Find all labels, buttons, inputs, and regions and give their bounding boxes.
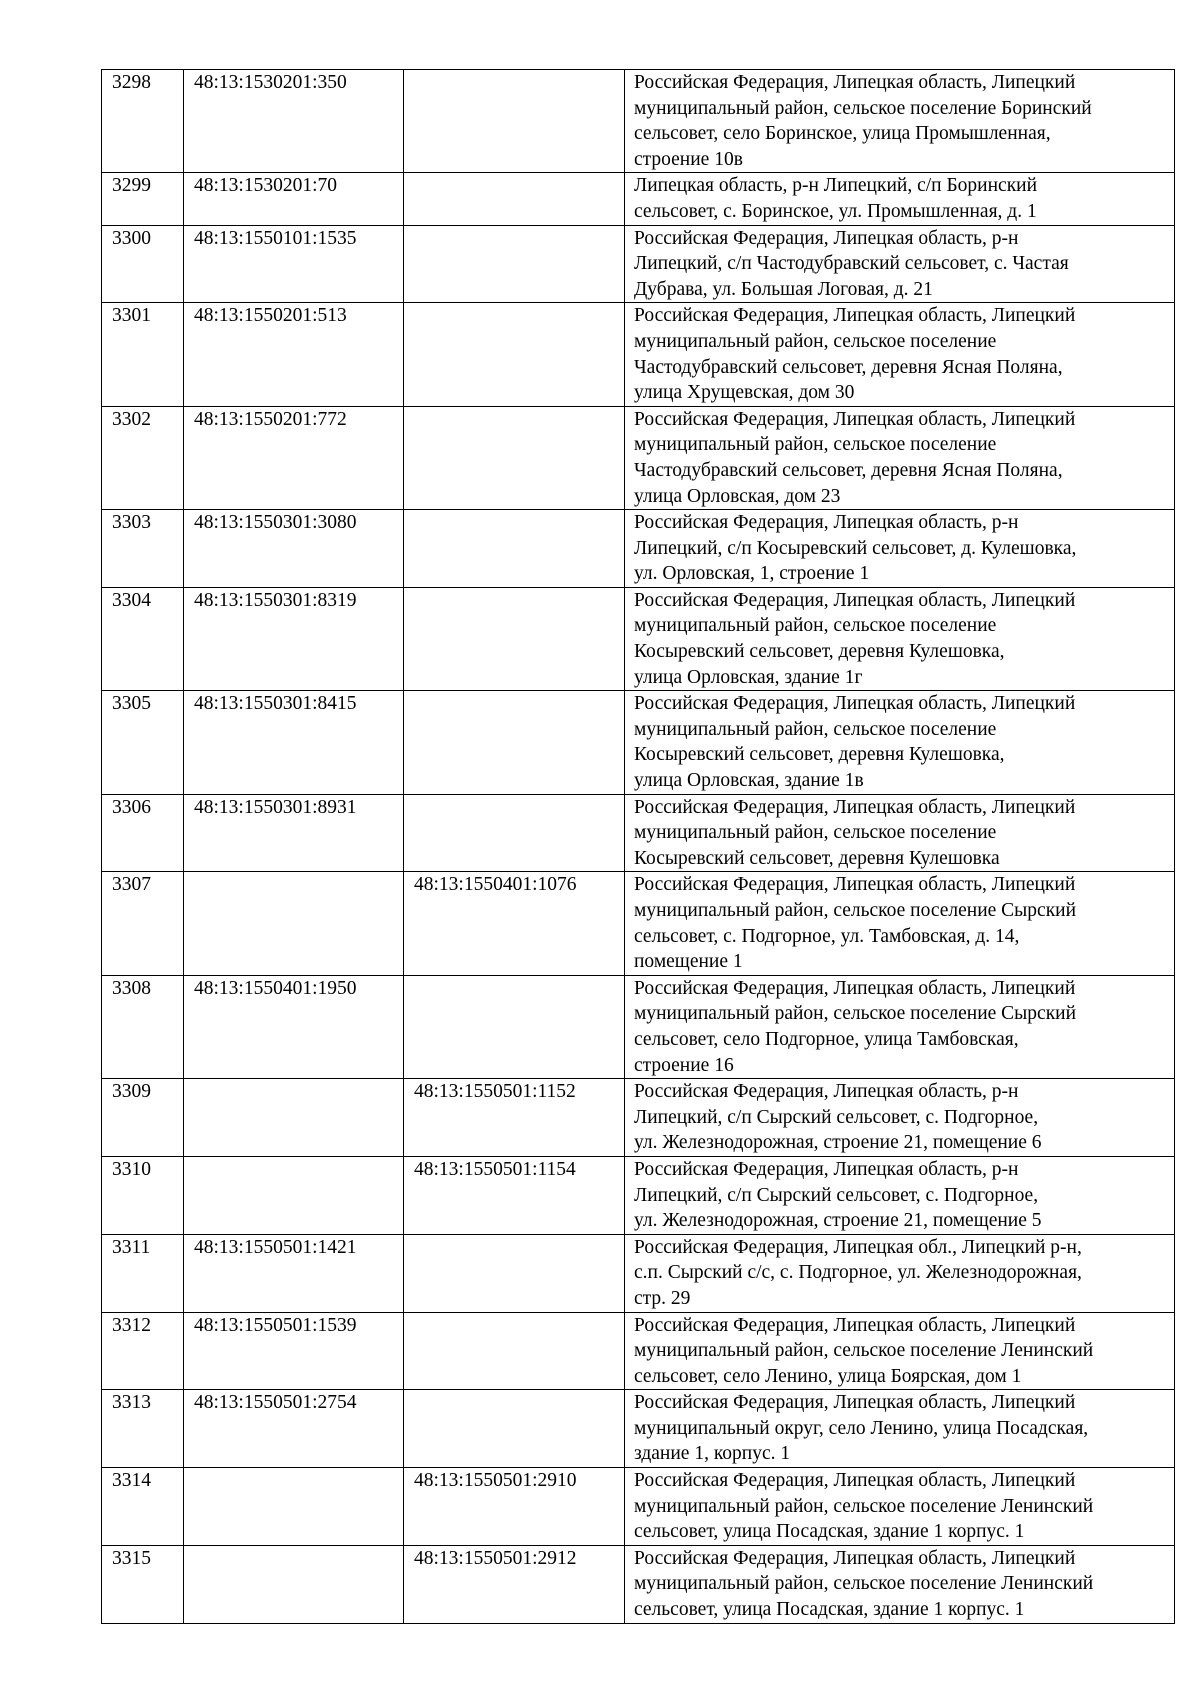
address-cell: Российская Федерация, Липецкая область, Липецкий муниципальный район, сельское поселение Частодубравский сельсовет, деревня Ясная Поляна, улица Орловская, дом 23 — [625, 406, 1175, 509]
cadastral-number-cell: 48:13:1550301:8931 — [184, 794, 404, 872]
cadastral-number-cell: 48:13:1550501:1421 — [184, 1234, 404, 1312]
cadastral-number-cell — [184, 1545, 404, 1623]
table-row — [102, 1390, 1175, 1468]
address-cell: Российская Федерация, Липецкая область, Липецкий муниципальный район, сельское поселение Косыревский сельсовет, деревня Кулешовка, улица Орловская, здание 1г — [625, 587, 1175, 690]
premises-cadastral-number-cell — [404, 691, 625, 794]
address-cell: Российская Федерация, Липецкая область, Липецкий муниципальный район, сельское поселение Сырский сельсовет, с. Подгорное, ул. Тамбовская, д. 14, помещение 1 — [625, 872, 1175, 975]
address-cell: Российская Федерация, Липецкая область, Липецкий муниципальный район, сельское поселение Частодубравский сельсовет, деревня Ясная Поляна, улица Хрущевская, дом 30 — [625, 303, 1175, 406]
premises-cadastral-number-cell: 48:13:1550501:1154 — [404, 1156, 625, 1234]
row-number: 3315 — [102, 1545, 184, 1623]
premises-cadastral-number-cell — [404, 173, 625, 225]
row-number: 3305 — [102, 691, 184, 794]
premises-cadastral-number-cell — [404, 1234, 625, 1312]
row-number: 3310 — [102, 1156, 184, 1234]
table-row — [102, 70, 1175, 173]
premises-cadastral-number-cell — [404, 794, 625, 872]
table-row — [102, 406, 1175, 509]
table-row — [102, 1156, 1175, 1234]
cadastral-number-cell — [184, 872, 404, 975]
row-number: 3299 — [102, 173, 184, 225]
premises-cadastral-number-cell — [404, 510, 625, 588]
table-row — [102, 510, 1175, 588]
premises-cadastral-number-cell — [404, 406, 625, 509]
cadastral-number-cell: 48:13:1550301:8415 — [184, 691, 404, 794]
table-row — [102, 794, 1175, 872]
table-row — [102, 1234, 1175, 1312]
premises-cadastral-number-cell — [404, 303, 625, 406]
row-number: 3303 — [102, 510, 184, 588]
cadastral-number-cell: 48:13:1550401:1950 — [184, 975, 404, 1078]
table-row — [102, 1468, 1175, 1546]
row-number: 3309 — [102, 1079, 184, 1157]
row-number: 3311 — [102, 1234, 184, 1312]
address-cell: Российская Федерация, Липецкая область, Липецкий муниципальный район, сельское поселение Ленинский сельсовет, улица Посадская, здание 1 корпус. 1 — [625, 1545, 1175, 1623]
address-cell: Российская Федерация, Липецкая область, Липецкий муниципальный район, сельское поселение Косыревский сельсовет, деревня Кулешовка, улица Орловская, здание 1в — [625, 691, 1175, 794]
cadastral-number-cell: 48:13:1550101:1535 — [184, 225, 404, 303]
table-row — [102, 1312, 1175, 1390]
registry-table — [101, 69, 1175, 1624]
cadastral-number-cell — [184, 1079, 404, 1157]
address-cell: Российская Федерация, Липецкая область, Липецкий муниципальный район, сельское поселение Косыревский сельсовет, деревня Кулешовка — [625, 794, 1175, 872]
cadastral-number-cell — [184, 1156, 404, 1234]
row-number: 3307 — [102, 872, 184, 975]
registry-table-body — [102, 70, 1175, 1624]
address-cell: Российская Федерация, Липецкая обл., Липецкий р-н, с.п. Сырский с/с, с. Подгорное, ул. Железнодорожная, стр. 29 — [625, 1234, 1175, 1312]
row-number: 3304 — [102, 587, 184, 690]
row-number: 3314 — [102, 1468, 184, 1546]
premises-cadastral-number-cell: 48:13:1550501:1152 — [404, 1079, 625, 1157]
premises-cadastral-number-cell — [404, 975, 625, 1078]
row-number: 3300 — [102, 225, 184, 303]
table-row — [102, 1079, 1175, 1157]
address-cell: Российская Федерация, Липецкая область, Липецкий муниципальный район, сельское поселение Ленинский сельсовет, улица Посадская, здание 1 корпус. 1 — [625, 1468, 1175, 1546]
premises-cadastral-number-cell — [404, 70, 625, 173]
cadastral-number-cell: 48:13:1550301:3080 — [184, 510, 404, 588]
premises-cadastral-number-cell: 48:13:1550501:2912 — [404, 1545, 625, 1623]
address-cell: Российская Федерация, Липецкая область, Липецкий муниципальный округ, село Ленино, улица Посадская, здание 1, корпус. 1 — [625, 1390, 1175, 1468]
table-row — [102, 975, 1175, 1078]
cadastral-number-cell: 48:13:1550501:1539 — [184, 1312, 404, 1390]
cadastral-number-cell: 48:13:1550501:2754 — [184, 1390, 404, 1468]
address-cell: Российская Федерация, Липецкая область, Липецкий муниципальный район, сельское поселение Сырский сельсовет, село Подгорное, улица Тамбовская, строение 16 — [625, 975, 1175, 1078]
address-cell: Российская Федерация, Липецкая область, р-н Липецкий, с/п Сырский сельсовет, с. Подгорное, ул. Железнодорожная, строение 21, помещение 5 — [625, 1156, 1175, 1234]
cadastral-number-cell: 48:13:1530201:70 — [184, 173, 404, 225]
row-number: 3298 — [102, 70, 184, 173]
premises-cadastral-number-cell — [404, 1390, 625, 1468]
row-number: 3302 — [102, 406, 184, 509]
row-number: 3306 — [102, 794, 184, 872]
premises-cadastral-number-cell: 48:13:1550401:1076 — [404, 872, 625, 975]
row-number: 3313 — [102, 1390, 184, 1468]
address-cell: Российская Федерация, Липецкая область, р-н Липецкий, с/п Частодубравский сельсовет, с. Частая Дубрава, ул. Большая Логовая, д. 21 — [625, 225, 1175, 303]
row-number: 3312 — [102, 1312, 184, 1390]
cadastral-number-cell — [184, 1468, 404, 1546]
premises-cadastral-number-cell — [404, 225, 625, 303]
table-row — [102, 587, 1175, 690]
premises-cadastral-number-cell: 48:13:1550501:2910 — [404, 1468, 625, 1546]
table-row — [102, 691, 1175, 794]
table-row — [102, 173, 1175, 225]
table-row — [102, 872, 1175, 975]
cadastral-number-cell: 48:13:1550301:8319 — [184, 587, 404, 690]
address-cell: Липецкая область, р-н Липецкий, с/п Боринский сельсовет, с. Боринское, ул. Промышленная, д. 1 — [625, 173, 1175, 225]
cadastral-number-cell: 48:13:1550201:513 — [184, 303, 404, 406]
premises-cadastral-number-cell — [404, 1312, 625, 1390]
address-cell: Российская Федерация, Липецкая область, Липецкий муниципальный район, сельское поселение Боринский сельсовет, село Боринское, улица Промышленная, строение 10в — [625, 70, 1175, 173]
cadastral-number-cell: 48:13:1550201:772 — [184, 406, 404, 509]
row-number: 3301 — [102, 303, 184, 406]
address-cell: Российская Федерация, Липецкая область, р-н Липецкий, с/п Косыревский сельсовет, д. Кулешовка, ул. Орловская, 1, строение 1 — [625, 510, 1175, 588]
cadastral-number-cell: 48:13:1530201:350 — [184, 70, 404, 173]
table-row — [102, 225, 1175, 303]
premises-cadastral-number-cell — [404, 587, 625, 690]
table-row — [102, 1545, 1175, 1623]
address-cell: Российская Федерация, Липецкая область, р-н Липецкий, с/п Сырский сельсовет, с. Подгорное, ул. Железнодорожная, строение 21, помещение 6 — [625, 1079, 1175, 1157]
row-number: 3308 — [102, 975, 184, 1078]
table-row — [102, 303, 1175, 406]
address-cell: Российская Федерация, Липецкая область, Липецкий муниципальный район, сельское поселение Ленинский сельсовет, село Ленино, улица Боярская, дом 1 — [625, 1312, 1175, 1390]
